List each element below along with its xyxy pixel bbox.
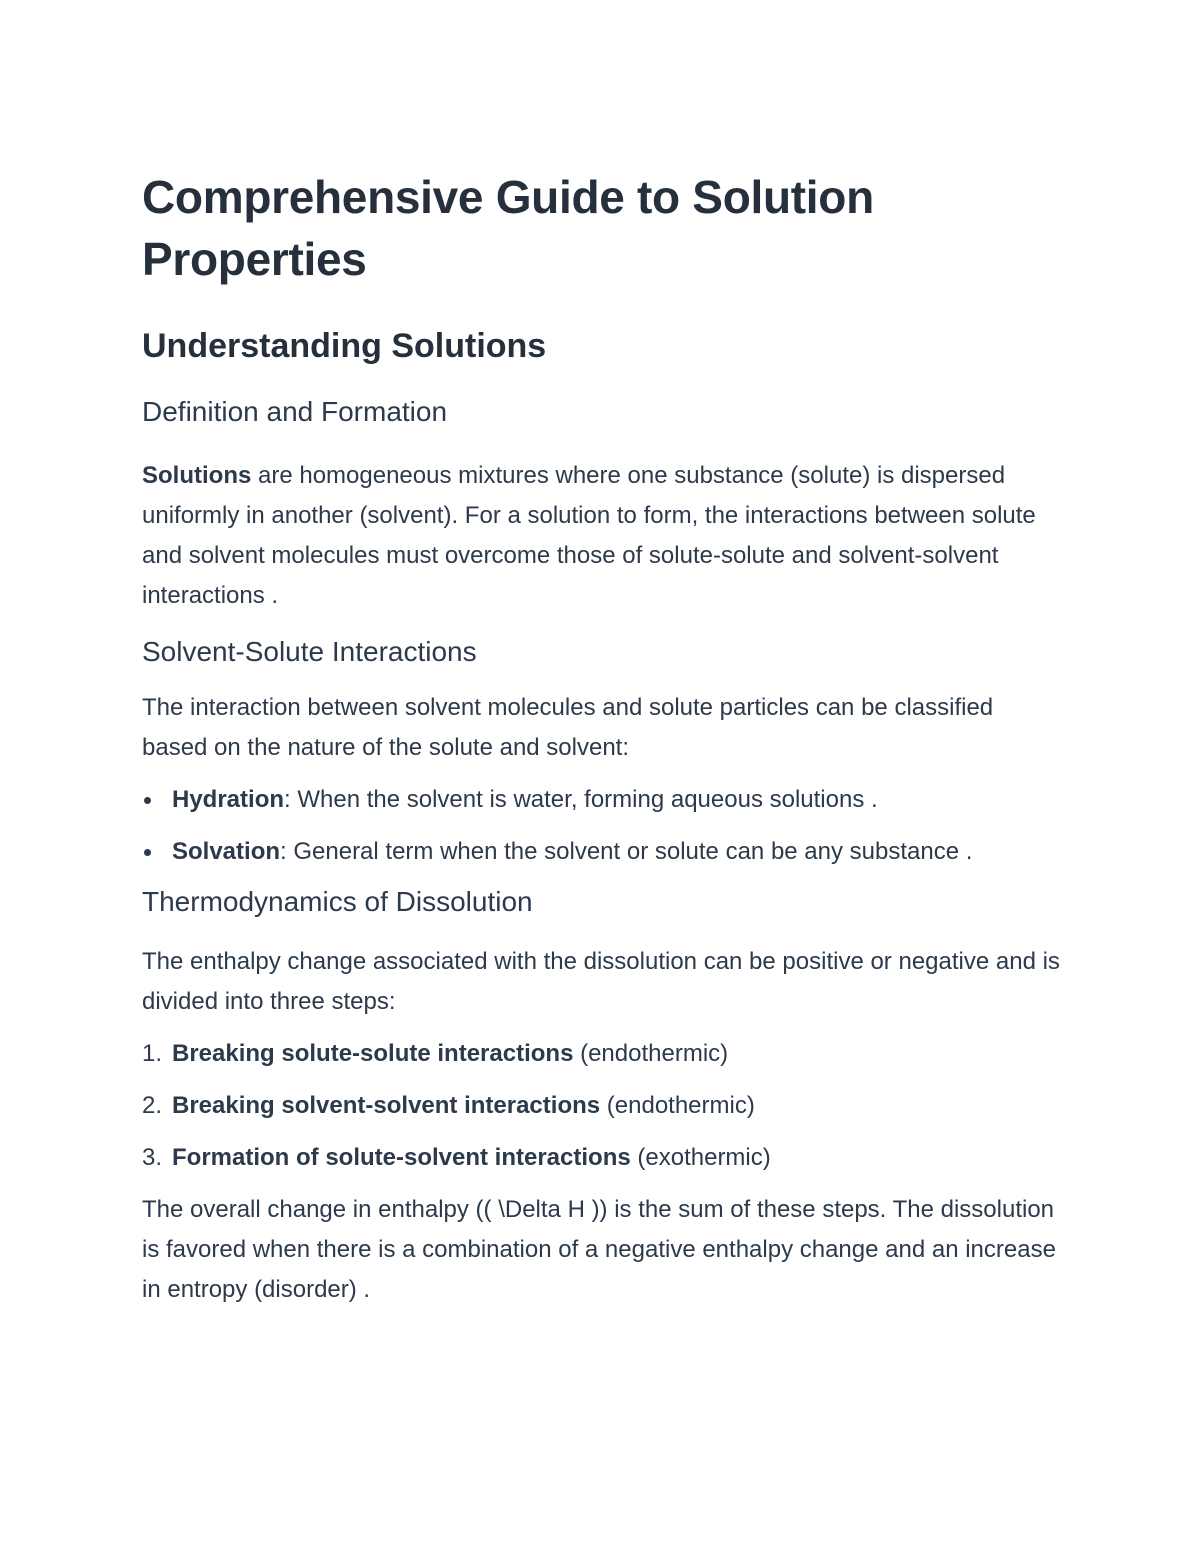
subheading-definition: Definition and Formation <box>142 396 448 427</box>
list-item-step-2 <box>142 1086 1062 1126</box>
document-title: Comprehensive Guide to Solution Properties <box>142 171 874 285</box>
definition-bold-term: Solutions <box>142 462 252 489</box>
bullet-icon <box>144 797 151 804</box>
list-item-solvation <box>142 832 1062 872</box>
bullet-icon <box>144 849 151 856</box>
step-number: 1. <box>142 1040 163 1067</box>
list-item-term: Solvation <box>172 838 281 865</box>
thermo-intro: The enthalpy change associated with the dissolution can be positive or negative and is divided into three steps: <box>142 948 1060 1015</box>
step-term: Breaking solute-solute interactions <box>172 1040 574 1067</box>
thermo-overall-paragraph: The overall change in enthalpy (( \Delta H )) is the sum of these steps. The dissolution is favored when there is a combination of a negative enthalpy change and an increase in entropy (disorder) . <box>142 1196 1056 1303</box>
step-text: (endothermic) <box>600 1092 755 1119</box>
step-number: 3. <box>142 1144 163 1171</box>
subheading-thermodynamics: Thermodynamics of Dissolution <box>142 886 533 917</box>
subheading-interactions: Solvent-Solute Interactions <box>142 636 477 667</box>
list-item-text: : When the solvent is water, forming aqueous solutions . <box>284 786 878 813</box>
section-heading-understanding-solutions: Understanding Solutions <box>142 327 547 365</box>
definition-paragraph <box>142 456 1062 616</box>
step-term: Formation of solute-solvent interactions <box>172 1144 631 1171</box>
step-term: Breaking solvent-solvent interactions <box>172 1092 601 1119</box>
interactions-list <box>142 780 1062 872</box>
thermo-steps-list <box>142 1034 1062 1178</box>
list-item-step-1 <box>142 1034 1062 1074</box>
interactions-intro: The interaction between solvent molecules and solute particles can be classified based on the nature of the solute and solvent: <box>142 694 994 761</box>
list-item-hydration <box>142 780 1062 820</box>
list-item-term: Hydration <box>172 786 285 813</box>
list-item-text: : General term when the solvent or solute can be any substance . <box>280 838 973 865</box>
definition-text: are homogeneous mixtures where one substance (solute) is dispersed uniformly in another (solvent). For a solution to form, the interactions between solute and solvent molecules must overcome those of solute-solute and solvent-solvent interactions . <box>142 462 1036 609</box>
list-item-step-3 <box>142 1138 1062 1178</box>
step-number: 2. <box>142 1092 163 1119</box>
step-text: (exothermic) <box>630 1144 771 1171</box>
document-page <box>142 166 1062 1310</box>
step-text: (endothermic) <box>573 1040 729 1067</box>
